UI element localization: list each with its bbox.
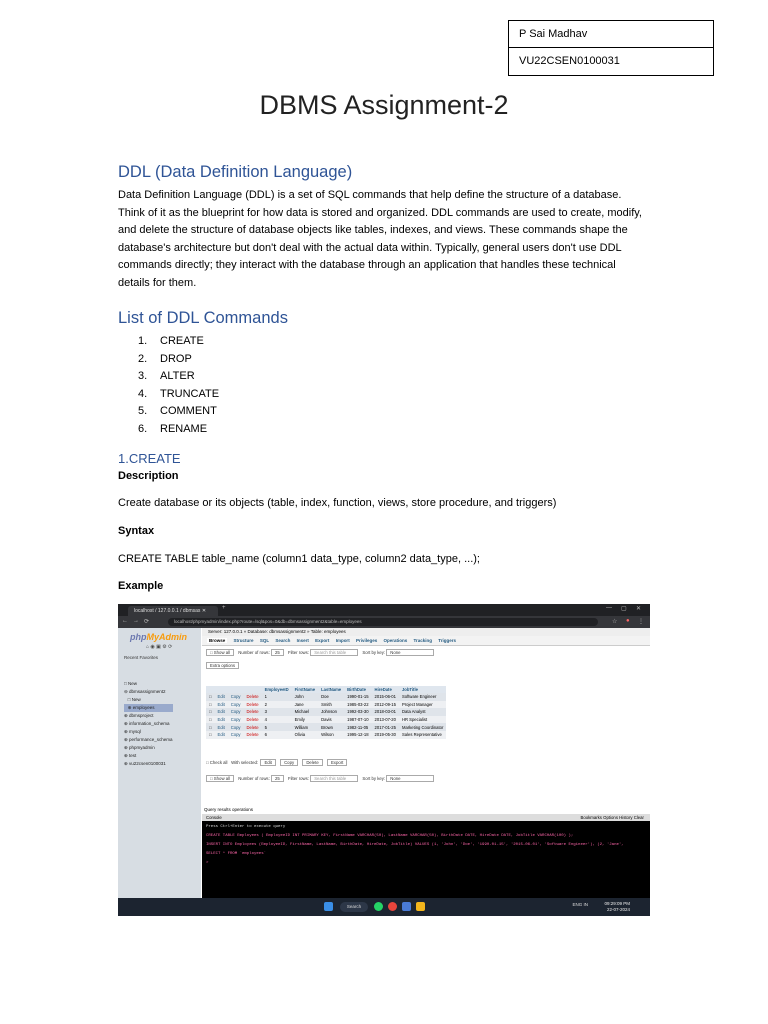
minimize-icon[interactable]: — [606,605,612,611]
table-cell: HR Specialist [399,716,446,724]
student-id: VU22CSEN0100031 [509,47,713,75]
bulk-delete-button[interactable]: Delete [302,759,322,766]
example-label: Example [118,580,164,592]
table-cell: 3 [262,708,292,716]
list-item: 6. RENAME [138,422,208,435]
table-cell: 5 [262,723,292,731]
breadcrumb[interactable]: Server: 127.0.0.1 » Database: dbmsassignment2 » Table: employees [202,628,650,636]
sort-label: Sort by key: [362,776,386,781]
url-field[interactable]: localhost/phpmyadmin/index.php?route=/sql&pos=0&db=dbmsassignment2&table=employees [168,618,598,626]
tab-search[interactable]: Search [275,638,291,643]
filter-label: Filter rows: [287,776,309,781]
table-cell: William [292,723,318,731]
reload-icon[interactable]: ⟳ [144,619,150,625]
tree-item[interactable]: ⊕ vu22csen0100031 [124,761,166,766]
table-row [206,708,446,716]
tab-sql[interactable]: SQL [259,638,270,643]
tab-operations[interactable]: Operations [383,638,408,643]
table-cell: John [292,693,318,701]
kebab-menu-icon[interactable]: ⋮ [638,619,644,625]
delete-link[interactable]: Delete [244,723,262,731]
copy-link[interactable]: Copy [228,723,244,731]
tree-item[interactable]: ⊕ test [124,753,137,758]
table-cell: 2 [262,701,292,709]
filter-label: Filter rows: [287,650,309,655]
syntax-text: CREATE TABLE table_name (column1 data_type, column2 data_type, ...); [118,553,480,565]
column-header[interactable]: BirthDate [344,686,371,693]
create-heading: 1.CREATE [118,451,181,466]
student-info-box [508,20,714,76]
column-header[interactable]: FirstName [292,686,318,693]
tab-browse[interactable]: Browse [209,638,226,643]
close-icon[interactable]: ✕ [636,606,642,612]
filter-input[interactable]: Search this table [310,775,358,782]
sort-select[interactable]: None [386,775,434,782]
list-item: 4. TRUNCATE [138,387,220,400]
tab-export[interactable]: Export [315,638,330,643]
table-cell: Project Manager [399,701,446,709]
copy-link[interactable]: Copy [228,693,244,701]
table-cell: 1985-03-22 [344,701,371,709]
clock-time: 09:29:09 PM [604,901,630,906]
bulk-copy-button[interactable]: Copy [280,759,298,766]
maximize-icon[interactable]: ▢ [621,606,627,612]
new-tab-icon[interactable]: + [222,605,226,611]
tree-item[interactable]: ⊕ employees [124,704,173,712]
tree-item[interactable]: ⊕ performance_schema [124,737,173,742]
ddl-paragraph: Data Definition Language (DDL) is a set of SQL commands that help define the structure of a database. Think of it as the blueprint for how data is stored and organized. DDL commands are used to create, modify, and delete the structure of database objects like tables, indexes, and views. These commands shape the database's architecture but don't deal with the actual data within. Typically, general users don't use DDL commands directly; they interact with the database through an application that handles these technical details for them. [118,189,642,289]
phpmyadmin-page [118,628,650,898]
delete-link[interactable]: Delete [244,693,262,701]
extra-options [206,662,242,669]
table-cell: 1 [262,693,292,701]
delete-link[interactable]: Delete [244,716,262,724]
table-cell: Davis [318,716,344,724]
table-cell: Marketing Coordinator [399,723,446,731]
edit-link[interactable]: Edit [215,723,228,731]
tab-structure[interactable]: Structure [233,638,254,643]
edit-link[interactable]: Edit [215,693,228,701]
table-cell: Brown [318,723,344,731]
back-icon[interactable]: ← [122,618,128,624]
table-cell: Data Analyst [399,708,446,716]
command-list [138,333,219,439]
table-row [206,723,446,731]
table-cell: Sales Representative [399,731,446,739]
show-all-checkbox[interactable]: □ Show all [206,649,234,656]
table-cell: Johnson [318,708,344,716]
database-tree [124,680,173,768]
windows-start-icon[interactable] [324,902,333,911]
list-item: 1. CREATE [138,335,204,347]
bulk-actions [206,759,350,766]
files-icon[interactable] [402,902,411,911]
tree-item[interactable]: □ New [124,681,137,686]
table-row [206,701,446,709]
copy-link[interactable]: Copy [228,731,244,739]
language-indicator[interactable]: ENG IN [572,902,588,907]
table-cell: 2015-06-01 [372,693,399,701]
windows-taskbar [118,898,650,916]
nav-toolbar-icons[interactable]: ⌂ ◉ ▣ ⚙ ⟳ [146,644,173,650]
table-cell: 6 [262,731,292,739]
table-cell: 4 [262,716,292,724]
student-name: P Sai Madhav [519,28,588,40]
taskbar-search[interactable]: Search [340,902,368,912]
sort-select[interactable]: None [386,649,434,656]
table-cell: 1987-07-10 [344,716,371,724]
table-cell: 2017-01-25 [372,723,399,731]
console-line: INSERT INTO Employees (EmployeeID, FirstName, LastName, BirthDate, HireDate, JobTitle) VALUES (1, 'John', 'Doe', '1990-01-15', '2015-06-01', 'Software Engineer'), (2, 'Jane', [206,843,624,847]
sql-console[interactable] [202,821,650,898]
query-results-operations[interactable]: Query results operations [204,807,254,812]
tab-triggers[interactable]: Triggers [438,638,457,643]
column-header[interactable]: LastName [318,686,344,693]
navigation-panel [118,628,201,898]
copy-link[interactable]: Copy [228,708,244,716]
browser-tab-bar [118,604,650,616]
with-selected-label: With selected: [231,760,259,765]
tab-tracking[interactable]: Tracking [413,638,433,643]
list-item: 5. COMMENT [138,405,217,418]
edit-link[interactable]: Edit [215,731,228,739]
table-cell: Wilson [318,731,344,739]
ddl-heading: DDL (Data Definition Language) [118,163,353,181]
browser-tab[interactable]: localhost / 127.0.0.1 / dbmsas ✕ [128,606,218,616]
row-checkbox[interactable]: □ [206,708,215,716]
tab-privileges[interactable]: Privileges [355,638,378,643]
num-rows-select[interactable]: 25 [271,649,284,656]
console-header [202,814,650,821]
console-line: > [206,861,209,865]
row-checkbox[interactable]: □ [206,701,215,709]
table-cell: Olivia [292,731,318,739]
table-row [206,693,446,701]
num-rows-label: Number of rows: [238,650,270,655]
console-links[interactable]: Bookmarks Options History Clear [580,815,644,820]
table-cell: 1992-03-30 [344,708,371,716]
check-all-checkbox[interactable]: □ Check all [206,760,228,765]
list-item: 3. ALTER [138,370,195,383]
tree-item[interactable]: □ New [124,697,141,702]
chrome-icon[interactable] [388,902,397,911]
console-line: SELECT * FROM `employees` [206,852,267,856]
main-panel [202,628,650,898]
tree-item[interactable]: ⊕ mysql [124,729,141,734]
edit-link[interactable]: Edit [215,701,228,709]
top-controls [206,649,437,656]
forward-icon[interactable]: → [133,618,139,624]
row-checkbox[interactable]: □ [206,716,215,724]
table-row [206,716,446,724]
column-header[interactable]: HireDate [372,686,399,693]
table-cell: Software Engineer [399,693,446,701]
console-line: Press Ctrl+Enter to execute query [206,825,286,829]
tree-item[interactable]: ⊕ phpmyadmin [124,745,155,750]
app-icon[interactable] [416,902,425,911]
table-cell: 2018-03-01 [372,708,399,716]
table-cell: Doe [318,693,344,701]
results-table [206,686,446,739]
syntax-label: Syntax [118,525,155,537]
table-menu [202,636,650,646]
column-header[interactable]: EmployeeID [262,686,292,693]
console-toggle[interactable]: Console [206,815,222,820]
bottom-controls [206,775,437,782]
edit-link[interactable]: Edit [215,708,228,716]
column-header[interactable]: JobTitle [399,686,446,693]
num-rows-select[interactable]: 25 [271,775,284,782]
show-all-checkbox[interactable]: □ Show all [206,775,234,782]
tree-item[interactable]: ⊖ dbmsassignment2 [124,689,166,694]
table-row [206,731,446,739]
example-screenshot [118,604,650,916]
table-cell: Smith [318,701,344,709]
avatar[interactable]: ● [626,618,630,624]
page-title: DBMS Assignment-2 [259,90,509,120]
tab-insert[interactable]: Insert [296,638,309,643]
description-text: Create database or its objects (table, index, function, views, store procedure, and triggers) [118,497,557,509]
address-bar [118,616,650,628]
console-line: CREATE TABLE Employees ( EmployeeID INT PRIMARY KEY, FirstName VARCHAR(50), LastName VARCHAR(50), BirthDate DATE, HireDate DATE, JobTitle VARCHAR(100) ); [206,834,574,838]
star-icon[interactable]: ☆ [612,619,618,625]
num-rows-label: Number of rows: [238,776,270,781]
row-checkbox[interactable]: □ [206,693,215,701]
table-cell: 2019-05-30 [372,731,399,739]
extra-options-button[interactable]: Extra options [206,662,239,669]
table-cell: 2012-09-15 [372,701,399,709]
filter-input[interactable]: Search this table [310,649,358,656]
table-cell: 1990-01-15 [344,693,371,701]
table-header-row [206,686,446,693]
table-cell: Michael [292,708,318,716]
description-label: Description [118,470,179,482]
phpmyadmin-logo: phpMyAdmin [130,632,187,642]
clock-date: 22-07-2024 [606,907,630,912]
row-checkbox[interactable]: □ [206,723,215,731]
whatsapp-icon[interactable] [374,902,383,911]
row-checkbox[interactable]: □ [206,731,215,739]
bulk-export-button[interactable]: Export [327,759,347,766]
copy-link[interactable]: Copy [228,701,244,709]
tab-import[interactable]: Import [335,638,350,643]
delete-link[interactable]: Delete [244,701,262,709]
table-cell: 2013-07-20 [372,716,399,724]
copy-link[interactable]: Copy [228,716,244,724]
table-cell: Jane [292,701,318,709]
tree-item[interactable]: ⊕ information_schema [124,721,170,726]
edit-link[interactable]: Edit [215,716,228,724]
recent-favorites-tabs[interactable]: Recent Favorites [124,655,159,660]
table-cell: 1982-11-05 [344,723,371,731]
delete-link[interactable]: Delete [244,731,262,739]
table-cell: Emily [292,716,318,724]
sort-label: Sort by key: [362,650,386,655]
list-heading: List of DDL Commands [118,309,288,327]
bulk-edit-button[interactable]: Edit [260,759,275,766]
tree-item[interactable]: ⊕ dbmsproject [124,713,154,718]
table-cell: 1995-12-18 [344,731,371,739]
list-item: 2. DROP [138,352,192,365]
delete-link[interactable]: Delete [244,708,262,716]
taskbar-clock[interactable] [604,901,630,913]
